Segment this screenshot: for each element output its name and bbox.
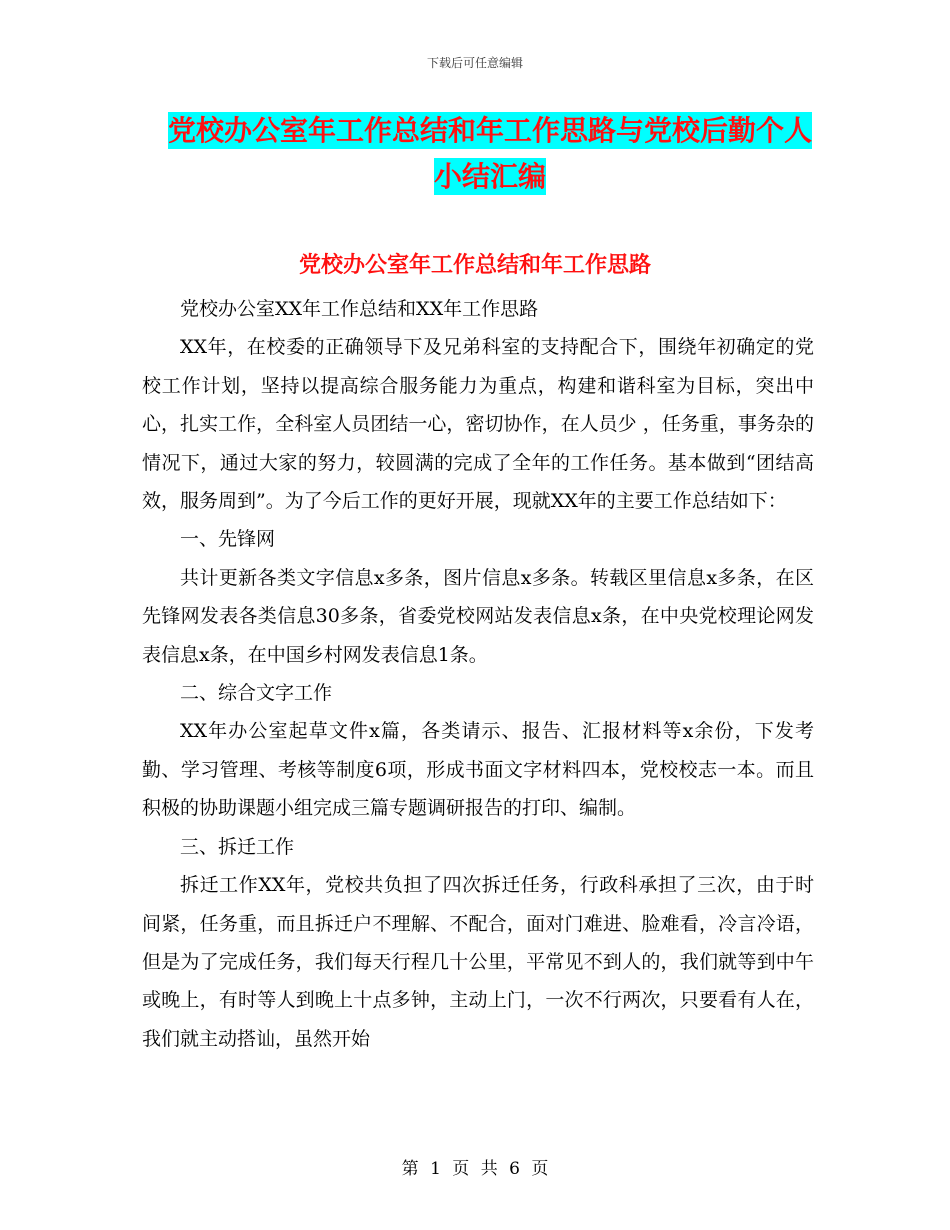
paragraph: 三、拆迁工作	[180, 835, 295, 858]
section-title: 党校办公室年工作总结和年工作思路	[298, 253, 651, 278]
header-note: 下载后可任意编辑	[426, 56, 523, 70]
paragraph: 党校办公室XX年工作总结和XX年工作思路	[180, 298, 539, 320]
body-text	[142, 290, 814, 1058]
paragraph: 拆迁工作XX年，党校共负担了四次拆迁任务，行政科承担了三次，由于时间紧，任务重，而且拆迁户不理解、不配合，面对门难进、脸难看，冷言冷语，但是为了完成任务，我们每天行程几十公里，平常见不到人的，我们就等到中午或晚上，有时等人到晚上十点多钟，主动上门，一次不行两次，只要看有人在，我们就主动搭讪，虽然开始	[142, 874, 814, 1050]
paragraph: 一、先锋网	[180, 528, 276, 551]
paragraph: XX年办公室起草文件x篇，各类请示、报告、汇报材料等x余份，下发考勤、学习管理、考核等制度6项，形成书面文字材料四本，党校校志一本。而且积极的协助课题小组完成三篇专题调研报告的打印、编制。	[142, 720, 814, 820]
main-title-line1: 党校办公室年工作总结和年工作思路与党校后勤个人	[167, 114, 812, 147]
paragraph: XX年，在校委的正确领导下及兄弟科室的支持配合下，围绕年初确定的党校工作计划，坚持以提高综合服务能力为重点，构建和谐科室为目标，突出中心，扎实工作，全科室人员团结一心，密切协作，在人员少 ，任务重，事务杂的情况下，通过大家的努力，较圆满的完成了全年的工作任务。基本做到“团结高效，服务周到”。为了今后工作的更好开展，现就XX年的主要工作总结如下：	[142, 336, 814, 513]
main-title	[140, 108, 840, 200]
paragraph: 二、综合文字工作	[180, 682, 333, 705]
paragraph: 共计更新各类文字信息x多条，图片信息x多条。转载区里信息x多条，在区先锋网发表各类信息30多条，省委党校网站发表信息x条，在中央党校理论网发表信息x条，在中国乡村网发表信息1条。	[142, 566, 814, 666]
page-footer: 第 1 页 共 6 页	[401, 1159, 549, 1179]
main-title-line2: 小结汇编	[433, 160, 546, 193]
